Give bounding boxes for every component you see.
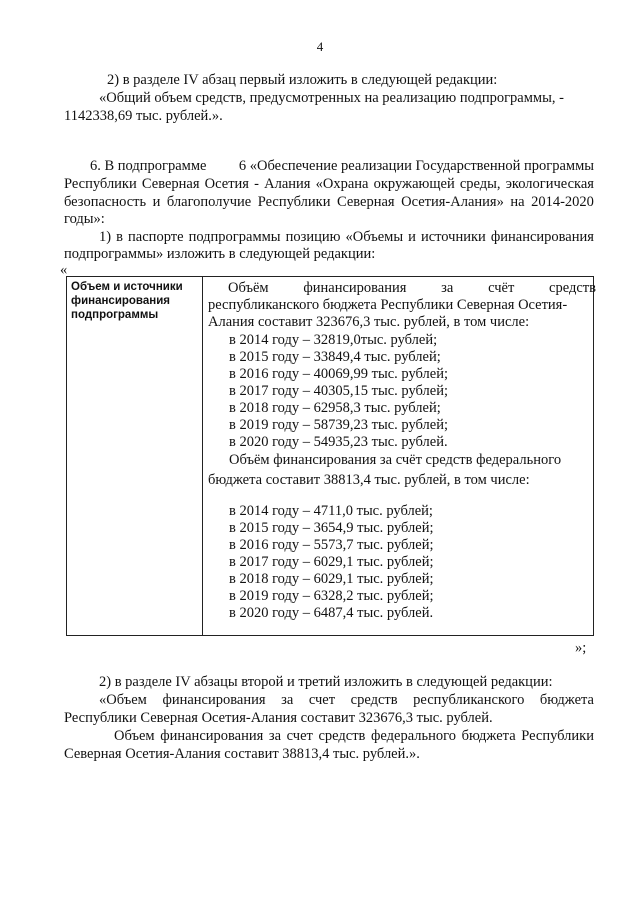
word: паспорте [128, 229, 184, 245]
republican-year-2019: в 2019 году – 58739,23 тыс. рублей; [229, 417, 449, 433]
word: и [152, 194, 161, 210]
republican-year-2018: в 2018 году – 62958,3 тыс. рублей; [229, 400, 441, 416]
word: экологическая [505, 176, 594, 192]
item6-line-3 [64, 194, 594, 211]
word: за [268, 728, 282, 744]
word: подпрограммы [188, 229, 281, 245]
republican-intro-line-3: Алания составит 323676,3 тыс. рублей, в том числе: [208, 314, 530, 330]
word: счёт [488, 280, 515, 296]
close-quote: »; [575, 640, 587, 656]
word: 6 «Обеспечение реализации Государственной программы [238, 158, 594, 174]
word: федерального [371, 728, 456, 744]
word: финансирования [160, 728, 264, 744]
word: «Объем [99, 692, 147, 708]
word: счет [286, 728, 313, 744]
item6-line-4: годы»: [64, 211, 105, 227]
label-line: подпрограммы [71, 309, 159, 321]
word: безопасность [64, 194, 147, 210]
item6-line-2 [64, 176, 594, 193]
section-iv-heading: 2) в разделе IV абзац первый изложить в следующей редакции: [107, 72, 498, 88]
word: бюджета [461, 728, 516, 744]
word: Осетия-Алания» [401, 194, 504, 210]
passport-label-cell [67, 277, 203, 636]
word: 1) [99, 229, 112, 245]
republican-year-2015: в 2015 году – 33849,4 тыс. рублей; [229, 349, 441, 365]
word: и [408, 229, 416, 245]
word: в [116, 229, 123, 245]
word: счет [308, 692, 336, 708]
item2-heading: 2) в разделе IV абзацы второй и третий изложить в следующей редакции: [99, 674, 553, 690]
republican-year-2020: в 2020 году – 54935,23 тыс. рублей. [229, 434, 448, 450]
word: - [254, 176, 259, 192]
federal-year-2019: в 2019 году – 6328,2 тыс. рублей; [229, 588, 434, 604]
item2-p1-line-1 [99, 692, 594, 709]
word: за [441, 280, 454, 296]
word: источники [420, 229, 486, 245]
word: позицию [285, 229, 341, 245]
item2-p2-line-2: Северная Осетия-Алания составит 38813,4 тыс. рублей.». [64, 746, 420, 762]
label-line: финансирования [71, 295, 170, 307]
passport-value-cell [203, 277, 594, 636]
word: за [281, 692, 294, 708]
federal-year-2017: в 2017 году – 6029,1 тыс. рублей; [229, 554, 434, 570]
section-iv-quote-line-1: «Общий объем средств, предусмотренных на реализацию подпрограммы, - [99, 90, 564, 106]
federal-year-2020: в 2020 году – 6487,4 тыс. рублей. [229, 605, 434, 621]
word: республиканского [413, 692, 525, 708]
section-iv-quote-line-2: 1142338,69 тыс. рублей.». [64, 108, 223, 124]
federal-year-2014: в 2014 году – 4711,0 тыс. рублей; [229, 503, 433, 519]
word: финансирования [162, 692, 266, 708]
republican-year-2016: в 2016 году – 40069,99 тыс. рублей; [229, 366, 449, 382]
page-number: 4 [316, 39, 324, 54]
word: Алания [264, 176, 311, 192]
word: финансирования [490, 229, 594, 245]
word: «Охрана [315, 176, 369, 192]
word: средств [318, 728, 366, 744]
federal-intro-line-1: Объём финансирования за счёт средств федерального [229, 452, 562, 468]
passport-table [66, 276, 594, 636]
republican-year-2014: в 2014 году – 32819,0тыс. рублей; [229, 332, 438, 348]
label-line: Объем и источники [71, 281, 183, 293]
republican-intro-line-1 [228, 280, 596, 297]
republican-year-2017: в 2017 году – 40305,15 тыс. рублей; [229, 383, 449, 399]
word: окружающей [373, 176, 455, 192]
word: бюджета [539, 692, 594, 708]
republican-intro-line-2: республиканского бюджета Республики Северная Осетия- [208, 297, 568, 313]
word: финансирования [303, 280, 407, 296]
word: «Объемы [345, 229, 404, 245]
word: средств [549, 280, 596, 296]
word: 6. В подпрограмме [90, 158, 207, 174]
word: Республики [64, 176, 137, 192]
item2-p2-line-1 [114, 728, 594, 745]
word: среды, [459, 176, 501, 192]
word: Северная [337, 194, 395, 210]
word: на [510, 194, 525, 210]
word: Республики [257, 194, 331, 210]
word: благополучие [166, 194, 252, 210]
word: Объем [114, 728, 155, 744]
item2-p1-line-2: Республики Северная Осетия-Алания составит 323676,3 тыс. рублей. [64, 710, 493, 726]
word: Объём [228, 280, 269, 296]
item6-sub1-line-1 [99, 229, 594, 246]
federal-year-2015: в 2015 году – 3654,9 тыс. рублей; [229, 520, 434, 536]
word: Осетия [204, 176, 249, 192]
word: средств [350, 692, 398, 708]
word: Северная [141, 176, 200, 192]
word: 2014-2020 [531, 194, 594, 210]
item6-line-1 [90, 158, 594, 175]
item6-sub1-line-2: подпрограммы» изложить в следующей редакции: [64, 246, 376, 262]
word: Республики [521, 728, 594, 744]
federal-intro-line-2: бюджета составит 38813,4 тыс. рублей, в том числе: [208, 472, 530, 488]
open-quote: « [60, 262, 68, 278]
federal-year-2018: в 2018 году – 6029,1 тыс. рублей; [229, 571, 434, 587]
federal-year-2016: в 2016 году – 5573,7 тыс. рублей; [229, 537, 434, 553]
